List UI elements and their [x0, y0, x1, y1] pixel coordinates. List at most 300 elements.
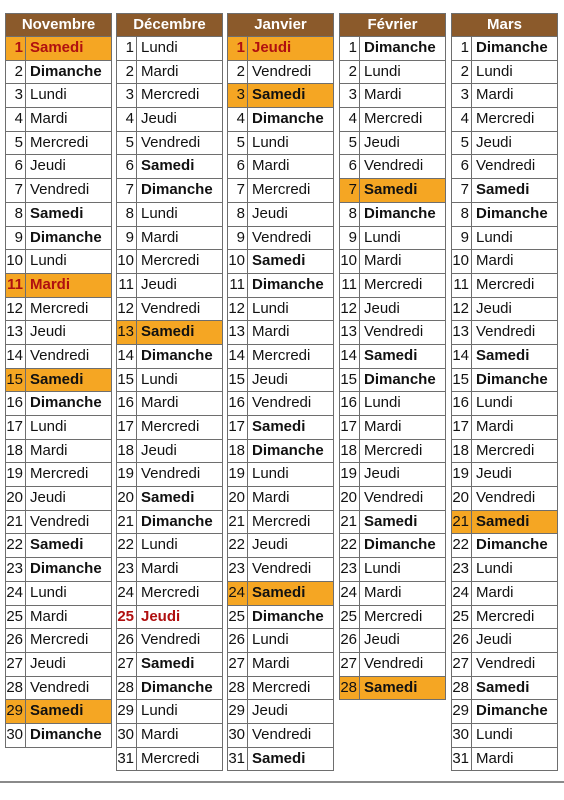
day-number: 22	[228, 534, 248, 557]
day-number: 4	[117, 108, 137, 131]
weekday-name: Dimanche	[364, 204, 436, 222]
day-number: 8	[117, 203, 137, 226]
day-row	[452, 510, 557, 534]
weekday-name: Jeudi	[476, 299, 512, 317]
weekday-name: Mercredi	[364, 275, 423, 293]
day-number: 3	[117, 84, 137, 107]
day-number: 2	[6, 61, 26, 84]
day-row	[6, 699, 111, 723]
weekday-name: Mercredi	[252, 181, 311, 199]
day-row	[6, 415, 111, 439]
day-number: 23	[117, 558, 137, 581]
day-row	[340, 297, 445, 321]
day-number: 26	[6, 629, 26, 652]
day-number: 30	[117, 724, 137, 747]
day-row	[117, 344, 222, 368]
day-number: 14	[452, 345, 472, 368]
day-list	[6, 36, 111, 747]
weekday-name: Mardi	[141, 228, 179, 246]
day-number: 16	[228, 392, 248, 415]
weekday-name: Mardi	[30, 441, 68, 459]
day-number: 8	[6, 203, 26, 226]
day-row	[228, 605, 333, 629]
weekday-name: Lundi	[476, 560, 513, 578]
day-number: 20	[6, 487, 26, 510]
weekday-name: Lundi	[364, 62, 401, 80]
weekday-name: Dimanche	[30, 725, 102, 743]
day-row	[340, 320, 445, 344]
day-number: 5	[228, 132, 248, 155]
weekday-name: Mardi	[476, 252, 514, 270]
weekday-name: Mardi	[476, 418, 514, 435]
weekday-name: Lundi	[141, 204, 178, 222]
day-row	[452, 676, 557, 700]
day-number: 3	[6, 84, 26, 107]
day-row	[340, 226, 445, 250]
weekday-name: Jeudi	[141, 607, 181, 625]
weekday-name: Mercredi	[141, 583, 200, 601]
day-row	[6, 510, 111, 534]
day-row	[117, 178, 222, 202]
weekday-name: Samedi	[252, 749, 306, 767]
day-row	[340, 131, 445, 155]
day-number: 14	[6, 345, 26, 368]
weekday-name: Mardi	[476, 86, 514, 104]
day-number: 28	[117, 677, 137, 700]
day-row	[117, 202, 222, 226]
weekday-name: Mardi	[252, 489, 290, 507]
day-row	[117, 107, 222, 131]
day-row	[228, 510, 333, 534]
weekday-name: Jeudi	[252, 702, 288, 720]
month-header: Mars	[452, 14, 557, 36]
weekday-name: Jeudi	[476, 133, 512, 151]
day-number: 19	[6, 463, 26, 486]
weekday-name: Jeudi	[252, 204, 288, 222]
day-number: 21	[228, 511, 248, 534]
weekday-name: Samedi	[364, 678, 418, 696]
day-row	[452, 439, 557, 463]
weekday-name: Vendredi	[364, 489, 424, 507]
day-number: 24	[340, 582, 360, 605]
day-number: 31	[452, 748, 472, 771]
day-row	[6, 344, 111, 368]
day-number: 10	[117, 250, 137, 273]
day-row	[6, 462, 111, 486]
day-row	[340, 178, 445, 202]
day-row	[117, 581, 222, 605]
day-number: 15	[340, 369, 360, 392]
day-row	[228, 368, 333, 392]
weekday-name: Lundi	[252, 631, 289, 649]
weekday-name: Samedi	[252, 252, 306, 270]
day-number: 4	[228, 108, 248, 131]
day-number: 5	[452, 132, 472, 155]
day-number: 26	[117, 629, 137, 652]
day-row	[340, 581, 445, 605]
day-number: 6	[228, 155, 248, 178]
day-row	[6, 581, 111, 605]
weekday-name: Jeudi	[364, 133, 400, 151]
day-row	[452, 581, 557, 605]
day-row	[452, 747, 557, 771]
day-row	[452, 415, 557, 439]
weekday-name: Mercredi	[252, 678, 311, 696]
day-number: 25	[340, 606, 360, 629]
weekday-name: Vendredi	[252, 725, 312, 743]
day-number: 13	[6, 321, 26, 344]
day-row	[340, 486, 445, 510]
day-number: 26	[340, 629, 360, 652]
day-number: 8	[452, 203, 472, 226]
day-number: 24	[6, 582, 26, 605]
weekday-name: Lundi	[252, 133, 289, 151]
day-row	[340, 676, 445, 700]
day-number: 18	[340, 440, 360, 463]
day-number: 29	[228, 700, 248, 723]
day-row	[228, 415, 333, 439]
day-number: 2	[228, 61, 248, 84]
day-row	[6, 628, 111, 652]
day-row	[452, 107, 557, 131]
weekday-name: Dimanche	[30, 62, 102, 80]
day-row	[6, 676, 111, 700]
weekday-name: Jeudi	[252, 370, 288, 388]
weekday-name: Samedi	[252, 86, 306, 104]
weekday-name: Vendredi	[30, 678, 90, 696]
weekday-name: Jeudi	[476, 631, 512, 649]
weekday-name: Samedi	[476, 678, 530, 696]
day-number: 9	[228, 227, 248, 250]
day-row	[340, 273, 445, 297]
day-row	[340, 605, 445, 629]
day-number: 13	[452, 321, 472, 344]
weekday-name: Dimanche	[476, 536, 548, 554]
day-row	[452, 178, 557, 202]
day-row	[6, 533, 111, 557]
weekday-name: Lundi	[141, 702, 178, 720]
day-number: 18	[228, 440, 248, 463]
day-row	[6, 154, 111, 178]
day-list	[117, 36, 222, 770]
weekday-name: Lundi	[141, 370, 178, 388]
day-row	[340, 107, 445, 131]
weekday-name: Dimanche	[476, 204, 548, 222]
day-number: 7	[117, 179, 137, 202]
day-row	[6, 439, 111, 463]
day-number: 11	[6, 274, 26, 297]
day-row	[228, 178, 333, 202]
day-number: 8	[228, 203, 248, 226]
weekday-name: Dimanche	[30, 560, 102, 578]
day-row	[228, 226, 333, 250]
day-number: 17	[452, 416, 472, 439]
weekday-name: Mardi	[364, 252, 402, 270]
day-number: 10	[340, 250, 360, 273]
day-number: 12	[6, 298, 26, 321]
day-row	[228, 557, 333, 581]
day-number: 24	[452, 582, 472, 605]
day-row	[117, 297, 222, 321]
day-number: 12	[452, 298, 472, 321]
day-row	[6, 83, 111, 107]
day-row	[228, 439, 333, 463]
day-number: 14	[117, 345, 137, 368]
day-number: 1	[228, 37, 248, 60]
day-number: 22	[117, 534, 137, 557]
day-row	[340, 652, 445, 676]
day-number: 21	[340, 511, 360, 534]
day-number: 30	[6, 724, 26, 747]
day-number: 18	[6, 440, 26, 463]
day-number: 27	[117, 653, 137, 676]
month-column-fevrier	[339, 13, 446, 700]
weekday-name: Vendredi	[30, 346, 90, 364]
day-row	[340, 36, 445, 60]
day-number: 1	[117, 37, 137, 60]
day-number: 23	[340, 558, 360, 581]
day-row	[117, 36, 222, 60]
day-row	[452, 533, 557, 557]
weekday-name: Mardi	[364, 418, 402, 435]
day-number: 23	[6, 558, 26, 581]
day-row	[228, 676, 333, 700]
day-row	[340, 439, 445, 463]
weekday-name: Dimanche	[252, 110, 324, 128]
day-row	[117, 676, 222, 700]
day-number: 3	[228, 84, 248, 107]
day-number: 15	[452, 369, 472, 392]
day-row	[117, 154, 222, 178]
day-number: 21	[452, 511, 472, 534]
weekday-name: Dimanche	[30, 394, 102, 412]
day-number: 19	[228, 463, 248, 486]
day-number: 2	[452, 61, 472, 84]
weekday-name: Vendredi	[141, 133, 201, 151]
weekday-name: Vendredi	[252, 62, 312, 80]
weekday-name: Vendredi	[364, 157, 424, 175]
weekday-name: Vendredi	[476, 157, 536, 175]
day-row	[117, 60, 222, 84]
day-number: 28	[452, 677, 472, 700]
day-number: 13	[117, 321, 137, 344]
day-number: 25	[452, 606, 472, 629]
day-row	[452, 60, 557, 84]
day-number: 21	[6, 511, 26, 534]
day-number: 19	[452, 463, 472, 486]
day-row	[452, 320, 557, 344]
day-row	[228, 628, 333, 652]
weekday-name: Mardi	[141, 560, 179, 578]
day-number: 22	[6, 534, 26, 557]
month-header: Janvier	[228, 14, 333, 36]
day-row	[6, 36, 111, 60]
day-row	[6, 249, 111, 273]
day-row	[452, 154, 557, 178]
month-column-mars	[451, 13, 558, 771]
day-row	[117, 131, 222, 155]
weekday-name: Mardi	[476, 749, 514, 767]
day-number: 13	[228, 321, 248, 344]
day-row	[117, 249, 222, 273]
day-row	[452, 723, 557, 747]
day-row	[228, 486, 333, 510]
day-row	[340, 415, 445, 439]
weekday-name: Samedi	[141, 654, 195, 672]
weekday-name: Jeudi	[141, 110, 177, 128]
weekday-name: Lundi	[476, 62, 513, 80]
day-row	[228, 652, 333, 676]
day-number: 9	[340, 227, 360, 250]
weekday-name: Mercredi	[476, 110, 535, 128]
day-number: 21	[117, 511, 137, 534]
weekday-name: Mardi	[141, 394, 179, 412]
day-row	[452, 368, 557, 392]
weekday-name: Lundi	[364, 560, 401, 578]
weekday-name: Lundi	[141, 536, 178, 554]
day-number: 28	[228, 677, 248, 700]
day-row	[228, 462, 333, 486]
weekday-name: Lundi	[252, 465, 289, 483]
weekday-name: Jeudi	[30, 323, 66, 341]
day-row	[452, 605, 557, 629]
weekday-name: Mercredi	[141, 749, 200, 767]
weekday-name: Mercredi	[30, 631, 89, 649]
weekday-name: Dimanche	[364, 370, 436, 388]
day-number: 12	[228, 298, 248, 321]
day-row	[452, 557, 557, 581]
weekday-name: Dimanche	[252, 441, 324, 459]
weekday-name: Mardi	[141, 62, 179, 80]
weekday-name: Dimanche	[30, 228, 102, 246]
day-row	[228, 273, 333, 297]
weekday-name: Samedi	[141, 323, 195, 341]
weekday-name: Vendredi	[476, 489, 536, 507]
weekday-name: Samedi	[30, 370, 84, 388]
weekday-name: Jeudi	[30, 157, 66, 175]
day-row	[6, 723, 111, 747]
weekday-name: Samedi	[476, 181, 530, 199]
day-row	[117, 628, 222, 652]
day-number: 11	[117, 274, 137, 297]
day-row	[117, 699, 222, 723]
day-number: 28	[340, 677, 360, 700]
day-number: 1	[452, 37, 472, 60]
weekday-name: Mardi	[252, 157, 290, 175]
day-row	[452, 202, 557, 226]
day-row	[340, 368, 445, 392]
weekday-name: Lundi	[364, 228, 401, 246]
day-row	[117, 83, 222, 107]
day-number: 11	[228, 274, 248, 297]
day-row	[117, 652, 222, 676]
day-row	[452, 699, 557, 723]
day-row	[117, 747, 222, 771]
weekday-name: Mardi	[141, 725, 179, 743]
day-row	[340, 154, 445, 178]
day-number: 16	[117, 392, 137, 415]
day-row	[6, 486, 111, 510]
day-number: 20	[117, 487, 137, 510]
day-row	[340, 391, 445, 415]
weekday-name: Mardi	[30, 607, 68, 625]
day-number: 20	[228, 487, 248, 510]
day-number: 27	[340, 653, 360, 676]
day-number: 14	[228, 345, 248, 368]
day-row	[6, 297, 111, 321]
weekday-name: Dimanche	[141, 181, 213, 199]
weekday-name: Vendredi	[364, 323, 424, 341]
day-number: 9	[117, 227, 137, 250]
day-number: 6	[452, 155, 472, 178]
weekday-name: Jeudi	[364, 465, 400, 483]
day-row	[340, 202, 445, 226]
day-row	[452, 36, 557, 60]
day-row	[117, 723, 222, 747]
weekday-name: Samedi	[141, 157, 195, 175]
month-header: Février	[340, 14, 445, 36]
day-number: 29	[6, 700, 26, 723]
month-header: Novembre	[6, 14, 111, 36]
weekday-name: Mercredi	[141, 418, 200, 435]
weekday-name: Jeudi	[30, 489, 66, 507]
weekday-name: Dimanche	[476, 370, 548, 388]
day-row	[228, 107, 333, 131]
weekday-name: Jeudi	[364, 631, 400, 649]
weekday-name: Jeudi	[252, 39, 292, 56]
day-number: 7	[6, 179, 26, 202]
day-row	[228, 131, 333, 155]
weekday-name: Samedi	[30, 536, 84, 554]
day-number: 14	[340, 345, 360, 368]
day-number: 3	[340, 84, 360, 107]
day-number: 17	[228, 416, 248, 439]
month-column-janvier	[227, 13, 334, 771]
day-number: 28	[6, 677, 26, 700]
day-list	[228, 36, 333, 770]
month-column-decembre	[116, 13, 223, 771]
day-number: 26	[452, 629, 472, 652]
weekday-name: Mardi	[364, 86, 402, 104]
weekday-name: Mercredi	[364, 110, 423, 128]
day-number: 24	[117, 582, 137, 605]
day-number: 3	[452, 84, 472, 107]
day-row	[452, 273, 557, 297]
weekday-name: Mercredi	[476, 441, 535, 459]
day-row	[340, 249, 445, 273]
weekday-name: Vendredi	[141, 299, 201, 317]
day-number: 17	[6, 416, 26, 439]
day-number: 5	[117, 132, 137, 155]
bottom-divider	[0, 781, 564, 783]
day-row	[340, 462, 445, 486]
day-row	[340, 60, 445, 84]
day-row	[6, 178, 111, 202]
day-number: 12	[340, 298, 360, 321]
weekday-name: Jeudi	[364, 299, 400, 317]
weekday-name: Samedi	[252, 583, 306, 601]
weekday-name: Lundi	[30, 252, 67, 270]
day-row	[117, 439, 222, 463]
day-number: 6	[340, 155, 360, 178]
day-number: 27	[6, 653, 26, 676]
weekday-name: Vendredi	[30, 181, 90, 199]
day-row	[452, 297, 557, 321]
day-row	[228, 723, 333, 747]
day-number: 6	[117, 155, 137, 178]
weekday-name: Samedi	[476, 346, 530, 364]
day-number: 7	[340, 179, 360, 202]
